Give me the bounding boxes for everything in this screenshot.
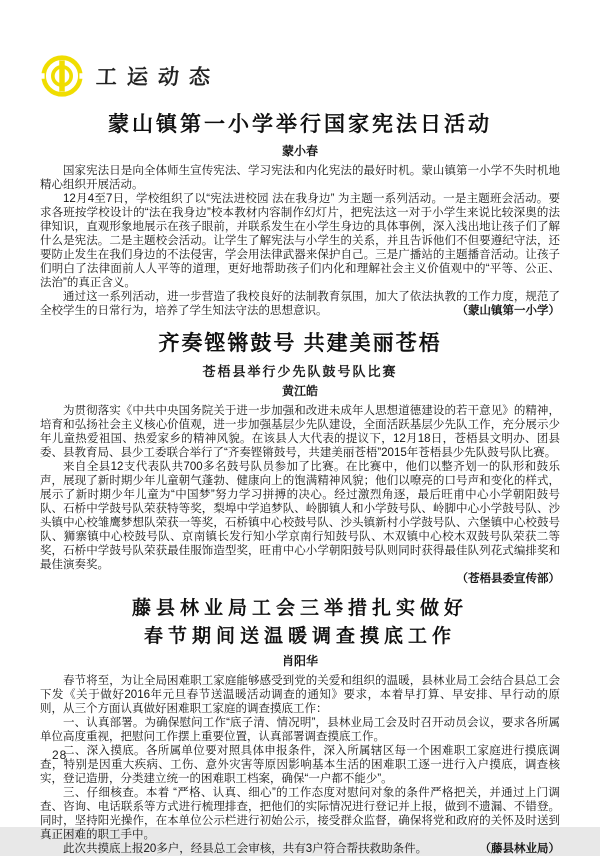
- article2-subtitle: 苍梧县举行少先队鼓号队比赛: [202, 364, 398, 379]
- article2-attribution: （苍梧县委宣传部）: [456, 573, 560, 585]
- article3-paragraph-text: 此次共摸底上报20多户，经县总工会审核，共有3户符合帮扶救助条件。: [63, 843, 428, 856]
- article1-title: 蒙山镇第一小学举行国家宪法日活动: [108, 113, 492, 136]
- article1-paragraph: 12月4至7日，学校组织了以“宪法进校园 法在我身边” 为主题一系列活动。一是主题班会活动。要求各班按学校设计的“法在我身边”校本教材内容制作幻灯片，把宪法这一对于小学生来说比较深奥的法律知识，直观形象地展示在孩子眼前，并联系发生在小学生身边的具体事例，深入浅出地让孩子们了解什么是宪法。二是主题校会活动。让学生了解宪法与小学生的关系，并且告诉他们不但要遵纪守法，还要防止发生在我们身边的不法侵害，学会用法律武器来保护自己。三是广播站的主题播音活动。让孩子们明白了法律面前人人平等的道理，更好地帮助孩子们内化和理解社会主义价值观中的“平等、公正、法治”的真正含义。: [40, 193, 560, 289]
- article-constitution-day: [40, 108, 560, 318]
- article1-paragraph: [40, 290, 560, 318]
- article3-paragraph: 三、仔细核查。本着 “严格、认真、细心”的工作态度对慰问对象的条件严格把关，并通过上门调查、咨询、电话联系等方式进行梳理排查，把他们的实际情况进行登记并上报，做到不遗漏、不错登。同时，坚持阳光操作，在本单位公示栏进行初始公示，接受群众监督，确保将党和政府的关怀及时送到真正困难的职工手中。: [40, 787, 560, 842]
- article-forestry-union-survey: [40, 595, 560, 856]
- article3-paragraph: 一、认真部署。为确保慰问工作“底子清、情况明”，县林业局工会及时召开动员会议，要求各所属单位高度重视，把慰问工作摆上重要位置，认真部署调查摸底工作。: [40, 717, 560, 744]
- masthead: [40, 52, 560, 100]
- article3-title-line2: 春节期间送温暖调查摸底工作: [143, 625, 456, 647]
- article3-title-line1: 藤县林业局工会三举措扎实做好: [131, 598, 468, 619]
- trade-union-emblem-icon: [40, 54, 84, 98]
- article1-author: 蒙小春: [281, 144, 318, 158]
- article3-author: 肖阳华: [281, 654, 318, 669]
- article1-paragraph: 国家宪法日是向全体师生宣传宪法、学习宪法和内化宪法的最好时机。蒙山镇第一小学不失时机地精心组织开展活动。: [40, 165, 560, 191]
- article1-paragraph-text: 通过这一系列活动，进一步营造了我校良好的法制教育氛围，加大了依法执教的工作力度，规范了全校学生的日常行为，培养了学生知法守法的思想意识。: [40, 291, 560, 317]
- article3-paragraph: 二、深入摸底。各所属单位要对照具体申报条件，深入所属辖区每一个困难职工家庭进行摸底调查，特别是因重大疾病、工伤、意外灾害等原因影响基本生活的困难职工逐一进行入户摸底，调查核实，登记造册，分类建立统一的困难职工档案，确保“一户都不能少”。: [40, 745, 560, 786]
- article2-author: 黄江皓: [281, 384, 318, 398]
- article2-paragraph: 来自全县12支代表队共700多名鼓号队员参加了比赛。在比赛中，他们以整齐划一的队形和鼓乐声，展现了新时期少年儿童朝气蓬勃、健康向上的饱满精神风貌；他们以嘹亮的口号声和变化的样式，展示了新时期少年儿童为“中国梦”努力学习拼搏的决心。经过激烈角逐，最后旺甫中心小学朝阳鼓号队、石桥中学鼓号队荣获特等奖，梨埠中学追梦队、岭脚镇人和小学鼓号队、岭脚中心小学鼓号队、沙头镇中心校雏鹰梦想队荣获一等奖，石桥镇中心校鼓号队、沙头镇新村小学鼓号队、六堡镇中心校鼓号队、狮寨镇中心校鼓号队、京南镇长发行知小学京南行知鼓号队、木双镇中心校木双鼓号队荣获二等奖，石桥中学鼓号队荣获最佳服饰造型奖，旺甫中心小学朝阳鼓号队则同时获得最佳队列花式编排奖和最佳演奏奖。: [40, 461, 560, 571]
- article2-paragraph: 为贯彻落实《中共中央国务院关于进一步加强和改进未成年人思想道德建设的若干意见》的精神，培育和弘扬社会主义核心价值观，进一步加强基层少先队建设，全面活跃基层少先队工作，充分展示少年儿童热爱祖国、热爱家乡的精神风貌。在该县人大代表的提议下，12月18日，苍梧县文明办、团县委、县教育局、县少工委联合举行了“齐奏铿锵鼓号，共建美丽苍梧”2015年苍梧县少先队鼓号队比赛。: [40, 405, 560, 459]
- masthead-title: 工运动态: [95, 65, 221, 89]
- article2-title: 齐奏铿锵鼓号 共建美丽苍梧: [158, 331, 442, 355]
- article3-paragraph: [40, 842, 560, 856]
- article1-attribution: （蒙山镇第一小学）: [456, 305, 560, 317]
- article3-attribution: （藤县林业局）: [479, 843, 560, 856]
- article-drum-bugle-contest: [40, 327, 560, 586]
- article3-title: [40, 595, 560, 650]
- page-number: 28: [52, 748, 68, 762]
- article3-paragraph: 春节将至，为让全局困难职工家庭能够感受到党的关爱和组织的温暖，县林业局工会结合县总工会下发《关于做好2016年元旦春节送温暖活动调查的通知》要求，本着早打算、早安排、早行动的原则，从三个方面认真做好困难职工家庭的调查摸底工作：: [40, 675, 560, 716]
